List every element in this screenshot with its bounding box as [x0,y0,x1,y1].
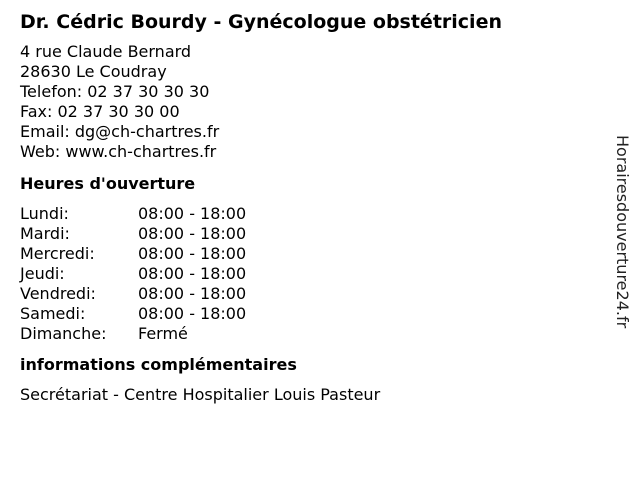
hours-time: 08:00 - 18:00 [138,224,247,243]
hours-row-thursday [20,264,600,284]
hours-day: Samedi: [20,304,86,323]
info-text: Secrétariat - Centre Hospitalier Louis Pasteur [20,385,381,404]
hours-table [20,204,600,344]
hours-time: Fermé [138,324,188,343]
info-heading: informations complémentaires [20,355,297,374]
hours-time: 08:00 - 18:00 [138,264,247,283]
hours-day: Dimanche: [20,324,107,343]
hours-row-tuesday [20,224,600,244]
page-title: Dr. Cédric Bourdy - Gynécologue obstétricien [20,11,502,33]
hours-day: Mercredi: [20,244,95,263]
hours-row-monday [20,204,600,224]
hours-row-wednesday [20,244,600,264]
hours-time: 08:00 - 18:00 [138,244,247,263]
email-address: Email: dg@ch-chartres.fr [20,122,220,141]
site-brand: Horairesdouverture24.fr [613,135,632,329]
hours-day: Jeudi: [20,264,65,283]
hours-time: 08:00 - 18:00 [138,284,247,303]
hours-row-saturday [20,304,600,324]
hours-day: Vendredi: [20,284,96,303]
phone-number: Telefon: 02 37 30 30 30 [20,82,210,101]
hours-day: Lundi: [20,204,69,223]
hours-row-friday [20,284,600,304]
city-address: 28630 Le Coudray [20,62,167,81]
hours-day: Mardi: [20,224,70,243]
hours-heading: Heures d'ouverture [20,174,196,193]
hours-row-sunday [20,324,600,344]
fax-number: Fax: 02 37 30 30 00 [20,102,180,121]
street-address: 4 rue Claude Bernard [20,42,192,61]
contact-block [20,42,600,162]
website: Web: www.ch-chartres.fr [20,142,217,161]
hours-time: 08:00 - 18:00 [138,304,247,323]
listing-card [20,10,600,405]
hours-time: 08:00 - 18:00 [138,204,247,223]
